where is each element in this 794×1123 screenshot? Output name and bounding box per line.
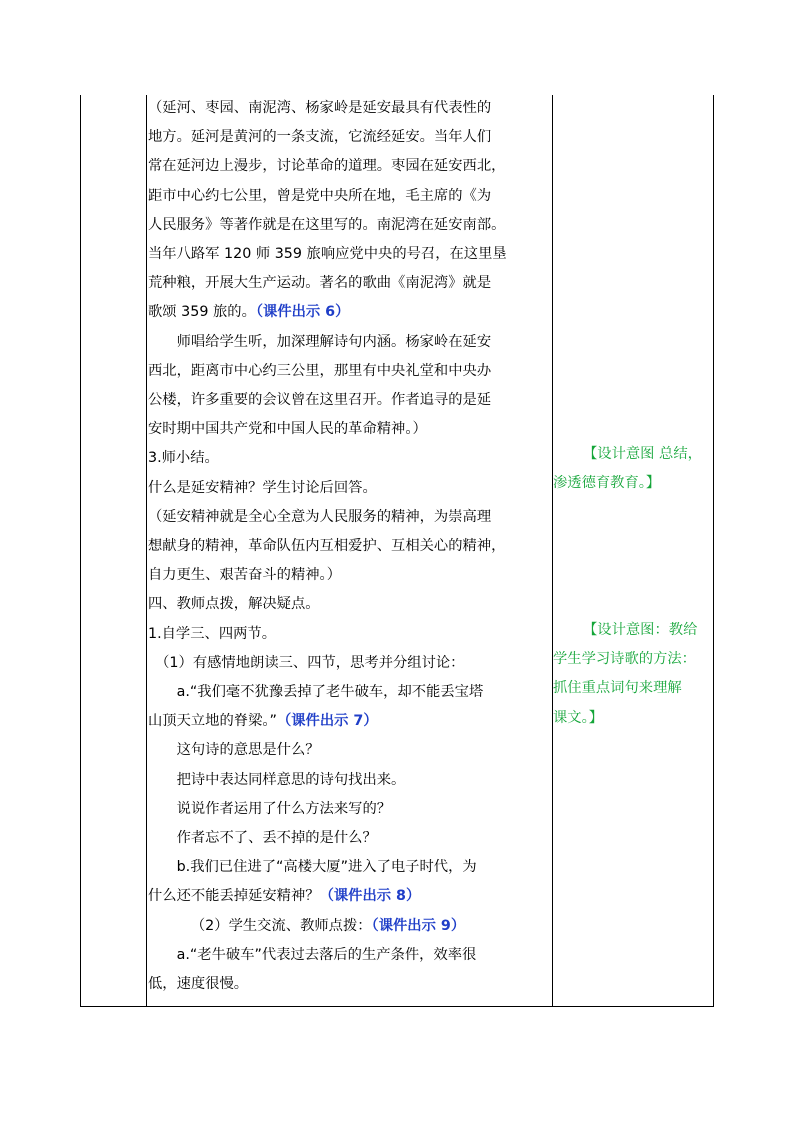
content-text: 地方。延河是黄河的一条支流，它流经延安。当年人们: [148, 129, 492, 146]
content-text: （1）有感情地朗读三、四节，思考并分组讨论：: [155, 654, 465, 671]
content-text: 想献身的精神，革命队伍内互相爱护、互相关心的精神，: [148, 538, 506, 554]
content-line: [148, 153, 505, 179]
table-right-border: [713, 95, 714, 1007]
content-text: 荒种粮，开展大生产运动。著名的歌曲《南泥湾》就是: [148, 275, 492, 292]
design-note-line: 学生学习诗歌的方法：: [553, 651, 696, 668]
courseware-reference: （课件出示 6）: [255, 304, 350, 321]
content-line: [148, 241, 507, 267]
content-line: [148, 416, 427, 442]
content-text: 西北，距离市中心约三公里，那里有中央礼堂和中央办: [148, 362, 492, 379]
content-line: [148, 971, 248, 997]
content-line: [177, 679, 484, 705]
content-line: [177, 796, 391, 822]
content-line: [148, 95, 491, 121]
content-line: [148, 591, 320, 617]
content-text: （2）学生交流、教师点拨：: [190, 917, 372, 934]
design-note-line: 抓住重点词句来理解: [553, 680, 682, 697]
content-line: [148, 270, 491, 296]
courseware-reference: （课件出示 9）: [371, 917, 466, 934]
design-note-line: 【设计意图 总结，: [583, 446, 702, 462]
content-text: 公楼，许多重要的会议曾在这里召开。作者追寻的是延: [148, 392, 492, 408]
content-line: [148, 562, 341, 588]
content-line: [148, 387, 491, 413]
content-line: [177, 854, 477, 880]
content-line: [148, 183, 491, 209]
content-text: （延河、枣园、南泥湾、杨家岭是延安最具有代表性的: [148, 100, 492, 116]
content-text: 距市中心约七公里，曾是党中央所在地，毛主席的《为: [148, 187, 492, 204]
content-text: 什么还不能丢掉延安精神？: [148, 888, 320, 905]
content-text: （延安精神就是全心全意为人民服务的精神，为崇高理: [148, 508, 492, 525]
content-line: [148, 708, 378, 734]
content-line: [155, 650, 464, 676]
content-line: [148, 358, 491, 384]
table-bottom-border: [80, 1006, 714, 1007]
content-text: 自力更生、艰苦奋斗的精神。）: [148, 567, 342, 584]
content-text: 常在延河边上漫步，讨论革命的道理。枣园在延安西北，: [148, 158, 506, 175]
content-text: 这句诗的意思是什么？: [176, 742, 320, 759]
content-text: a.“老牛破车”代表过去落后的生产条件，效率很: [176, 946, 477, 963]
design-note-line: 渗透德育教育。】: [553, 475, 661, 492]
content-line: [148, 445, 219, 471]
content-text: 1.自学三、四两节。: [148, 625, 277, 642]
courseware-reference: （课件出示 8）: [319, 888, 421, 905]
content-text: 3.师小结。: [148, 450, 219, 467]
content-text: 歌颂 359 旅的。: [148, 304, 256, 321]
content-text: b.我们已住进了“高楼大厦”进入了电子时代，为: [176, 859, 477, 876]
content-text: 人民服务》等著作就是在这里写的。南泥湾在延安南部。: [148, 216, 506, 233]
content-line: [148, 504, 491, 530]
content-text: a.“我们毫不犹豫丢掉了老牛破车，却不能丢宝塔: [176, 684, 484, 700]
content-text: 当年八路军 120 师 359 旅响应党中央的号召，在这里垦: [148, 246, 507, 262]
design-note-line: 课文。】: [553, 709, 604, 726]
content-text: 四、教师点拨，解决疑点。: [148, 596, 320, 613]
content-line: [177, 737, 320, 763]
content-text: 低，速度很慢。: [148, 976, 249, 992]
content-line: [148, 533, 505, 559]
content-text: 把诗中表达同样意思的诗句找出来。: [176, 771, 406, 788]
content-line: [148, 124, 491, 150]
content-text: 作者忘不了、丢不掉的是什么？: [176, 830, 377, 846]
column-divider-1: [146, 95, 147, 1007]
content-line: [177, 942, 477, 968]
content-line: [191, 913, 465, 939]
content-text: 安时期中国共产党和中国人民的革命精神。）: [148, 421, 427, 438]
content-line: [177, 767, 406, 793]
content-line: [148, 299, 349, 325]
design-note-line: 【设计意图：教给: [583, 622, 698, 638]
content-line: [177, 825, 377, 851]
content-text: 山顶天立地的脊梁。”: [148, 713, 277, 730]
column-divider-2: [552, 95, 553, 1007]
content-line: [148, 475, 377, 501]
content-text: 师唱给学生听，加深理解诗句内涵。杨家岭在延安: [176, 333, 492, 350]
content-line: [148, 883, 420, 909]
courseware-reference: （课件出示 7）: [276, 713, 378, 730]
content-text: 什么是延安精神？学生讨论后回答。: [148, 479, 377, 496]
content-text: 说说作者运用了什么方法来写的？: [176, 800, 392, 817]
content-line: [148, 212, 505, 238]
content-line: [148, 621, 276, 647]
content-line: [177, 329, 492, 355]
table-left-border: [80, 95, 81, 1007]
